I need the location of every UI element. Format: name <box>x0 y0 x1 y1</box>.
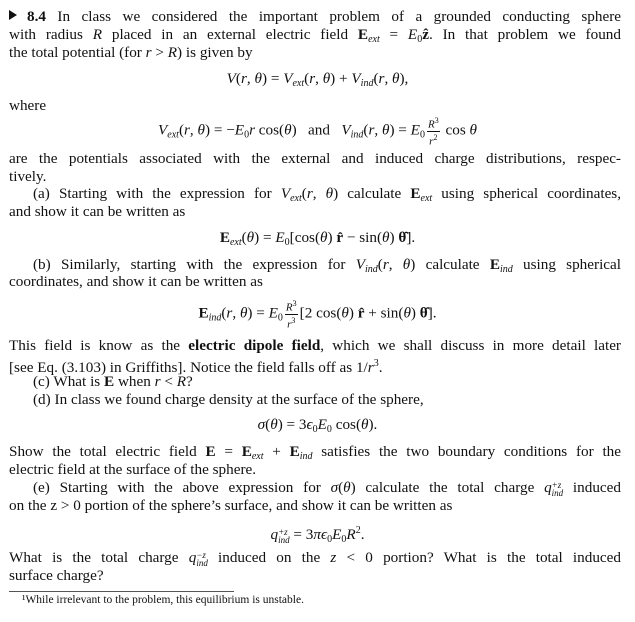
footnote-rule <box>9 591 234 592</box>
final-line-1: What is the total charge q−z ind induced on the z < 0 portion? What is the total induced <box>9 549 622 568</box>
equation-d: σ(θ) = 3ϵ0E0 cos(θ). <box>257 416 378 435</box>
equation-total-potential: V(r, θ) = Vext(r, θ) + Vind(r, θ), <box>226 70 409 89</box>
dipole-line-1: This field is know as the electric dipole field, which we shall discuss in more detail later <box>9 337 621 354</box>
equation-b: Eind(r, θ) = E0 $\frac{R^3}{r^3}$ [2 cos(θ) r̂ + sin(θ) θ̂]. <box>198 299 437 331</box>
part-b-line-1: (b) Similarly, starting with the expression for Vind(r, θ) calculate Eind using spherical <box>33 256 621 275</box>
show-total-line-1: Show the total electric field E = Eext + Eind satisfies the two boundary conditions for the <box>9 443 621 462</box>
footnote: ¹While irrelevant to the problem, this equilibrium is unstable. <box>22 594 304 606</box>
part-a-line-1: (a) Starting with the expression for Vext(r, θ) calculate Eext using spherical coordinates, <box>33 185 622 204</box>
intro-line-1: 8.4 In class we considered the important problem of a grounded conducting sphere <box>9 8 621 26</box>
part-d: (d) In class we found charge density at the surface of the sphere, <box>33 391 424 408</box>
where-label: where <box>9 97 47 114</box>
after-eq-line-1: are the potentials associated with the external and induced charge distributions, respec- <box>9 150 621 167</box>
equation-e: q+z ind = $3\pi\epsilon 0E0R^2$. <box>270 525 365 545</box>
problem-number: 8.4 <box>27 8 46 25</box>
part-b-line-2: coordinates, and show it can be written as <box>9 273 263 290</box>
after-eq-line-2: tively. <box>9 168 47 185</box>
dipole-line-2: [see Eq. (3.103) in Griffiths]. Notice the field falls off as $1/r^3$. <box>9 358 383 376</box>
triangle-bullet-icon <box>9 10 17 20</box>
part-a-line-2: and show it can be written as <box>9 203 186 220</box>
part-e-line-1: (e) Starting with the above expression for σ(θ) calculate the total charge q+z ind induced <box>33 479 622 498</box>
equation-ext-ind: Vext(r, θ) = −E0r cos(θ) and Vind(r, θ) = E0 $\frac{R^3}{r^2}$ cos θ <box>158 116 477 148</box>
equation-a: Eext(θ) = E0[cos(θ) r̂ − sin(θ) θ̂]. <box>219 229 416 248</box>
part-e-line-2: on the z > 0 portion of the sphere’s surface, and show it can be written as <box>9 497 453 514</box>
intro-line-2: with radius R placed in an external electric field Eext = $E_0ẑ$. In that problem we found <box>9 26 621 45</box>
final-line-2: surface charge? <box>9 567 104 584</box>
show-total-line-2: electric field at the surface of the sphere. <box>9 461 257 478</box>
intro-line-3: the total potential (for r > R) is given by <box>9 44 253 61</box>
part-c: (c) What is E when r < R? <box>33 373 193 390</box>
